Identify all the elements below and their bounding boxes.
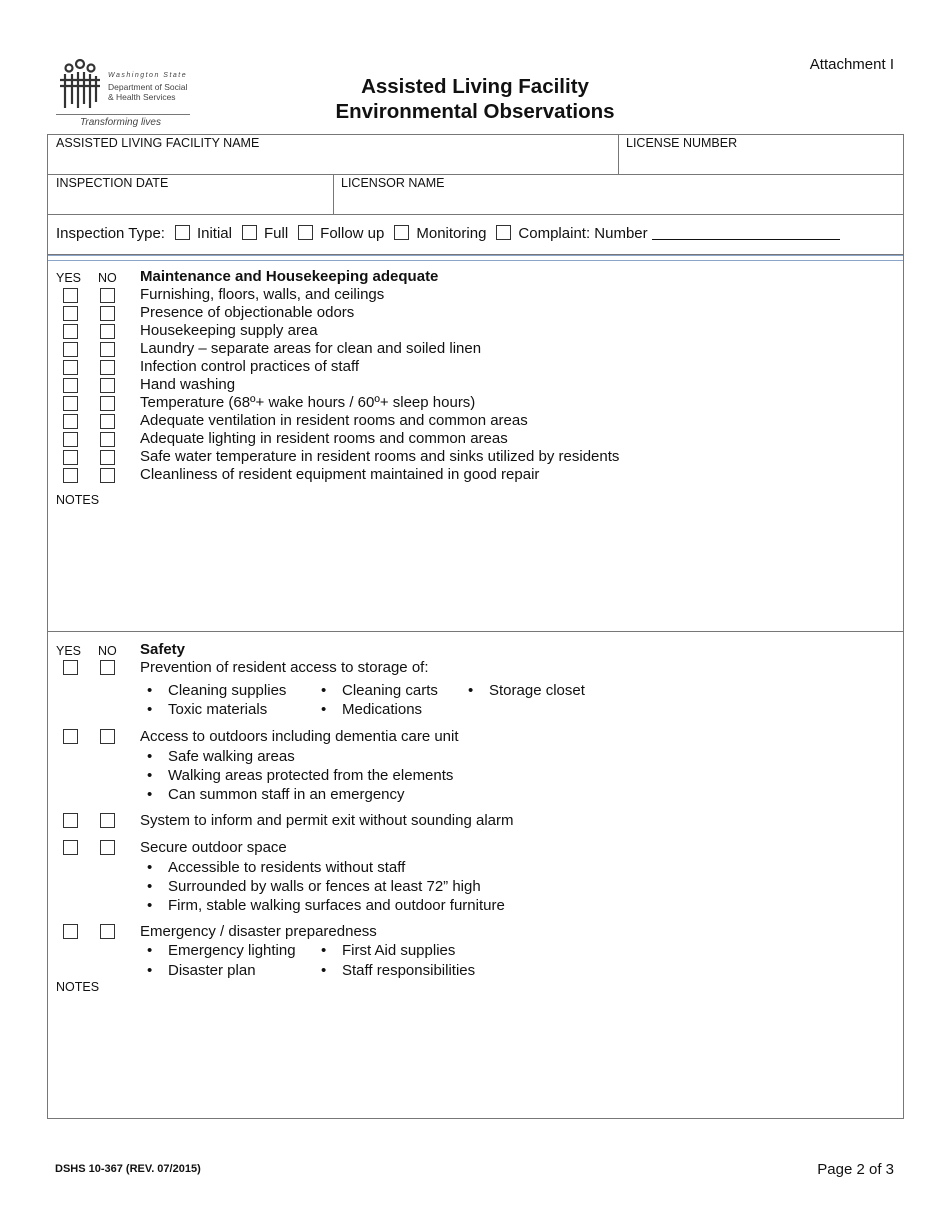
maint-item: Presence of objectionable odors — [140, 304, 355, 321]
maint-yes-checkbox[interactable] — [63, 378, 78, 393]
maint-notes-area[interactable] — [48, 510, 903, 630]
maint-no-checkbox[interactable] — [100, 468, 115, 483]
maint-yes-checkbox[interactable] — [63, 396, 78, 411]
storage-no-checkbox[interactable] — [100, 660, 115, 675]
outdoors-yes-checkbox[interactable] — [63, 729, 78, 744]
maint-yes-checkbox[interactable] — [63, 414, 78, 429]
bullet-item: • Disaster plan — [168, 961, 256, 980]
maint-yes-checkbox[interactable] — [63, 360, 78, 375]
inspection-form — [47, 134, 904, 1119]
bullet-item: • Walking areas protected from the elements — [168, 766, 453, 785]
maint-item: Infection control practices of staff — [140, 358, 360, 375]
maint-yes-checkbox[interactable] — [63, 342, 78, 357]
bullet-item: • Cleaning supplies — [168, 681, 286, 700]
safety-notes-area[interactable] — [48, 997, 903, 1115]
maint-item: Furnishing, floors, walls, and ceilings — [140, 286, 385, 303]
attachment-label: Attachment I — [809, 56, 894, 73]
maint-yes-checkbox[interactable] — [63, 324, 78, 339]
bullet-item: • Safe walking areas — [168, 747, 295, 766]
emergency-yes-checkbox[interactable] — [63, 924, 78, 939]
logo-tagline: Transforming lives — [80, 117, 161, 128]
safety-no-header: NO — [98, 644, 117, 658]
license-number-label: LICENSE NUMBER — [626, 136, 738, 150]
maint-yes-header: YES — [56, 271, 82, 285]
form-id: DSHS 10-367 (REV. 07/2015) — [55, 1163, 201, 1175]
logo-dept-2: & Health Services — [108, 92, 176, 102]
maint-no-checkbox[interactable] — [100, 414, 115, 429]
title-line-1: Assisted Living Facility — [361, 75, 589, 98]
maint-item: Housekeeping supply area — [140, 322, 318, 339]
logo-state: Washington State — [108, 72, 188, 79]
maint-yes-checkbox[interactable] — [63, 450, 78, 465]
maint-item: Hand washing — [140, 376, 236, 393]
maint-no-checkbox[interactable] — [100, 324, 115, 339]
maint-no-checkbox[interactable] — [100, 288, 115, 303]
inspection-type-label: Inspection Type: — [56, 225, 165, 242]
outdoors-no-checkbox[interactable] — [100, 729, 115, 744]
maint-no-checkbox[interactable] — [100, 450, 115, 465]
maint-item: Safe water temperature in resident rooms and sinks utilized by residents — [140, 448, 620, 465]
bullet-item: • Firm, stable walking surfaces and outdoor furniture — [168, 896, 505, 915]
follow-up-checkbox[interactable] — [298, 225, 313, 240]
maint-yes-checkbox[interactable] — [63, 288, 78, 303]
facility-name-label: ASSISTED LIVING FACILITY NAME — [56, 136, 260, 150]
maint-no-header: NO — [98, 271, 117, 285]
bullet-item: • Accessible to residents without staff — [168, 858, 405, 877]
maint-yes-checkbox[interactable] — [63, 306, 78, 321]
outdoors-text: Access to outdoors including dementia care unit — [140, 728, 459, 745]
bullet-item: • Cleaning carts — [342, 681, 438, 700]
inspection-type-row: Inspection Type: Initial Full Follow up Monitoring Complaint: Number — [56, 225, 840, 242]
secure-text: Secure outdoor space — [140, 839, 287, 856]
emergency-text: Emergency / disaster preparedness — [140, 923, 377, 940]
bullet-item: • Emergency lighting — [168, 941, 296, 960]
storage-yes-checkbox[interactable] — [63, 660, 78, 675]
maint-no-checkbox[interactable] — [100, 306, 115, 321]
full-checkbox[interactable] — [242, 225, 257, 240]
maint-item: Adequate lighting in resident rooms and common areas — [140, 430, 508, 447]
maint-no-checkbox[interactable] — [100, 342, 115, 357]
maint-no-checkbox[interactable] — [100, 432, 115, 447]
safety-yes-header: YES — [56, 644, 82, 658]
secure-yes-checkbox[interactable] — [63, 840, 78, 855]
maint-notes-label: NOTES — [56, 493, 100, 507]
maint-item: Temperature (68º+ wake hours / 60º+ sleep hours) — [140, 394, 476, 411]
maint-yes-checkbox[interactable] — [63, 432, 78, 447]
page-title — [0, 74, 950, 124]
licensor-name-label: LICENSOR NAME — [341, 176, 445, 190]
initial-checkbox[interactable] — [175, 225, 190, 240]
bullet-item: • Can summon staff in an emergency — [168, 785, 405, 804]
bullet-item: • Staff responsibilities — [342, 961, 475, 980]
maint-item: Adequate ventilation in resident rooms and common areas — [140, 412, 528, 429]
monitoring-checkbox[interactable] — [394, 225, 409, 240]
maintenance-heading: Maintenance and Housekeeping adequate — [140, 268, 439, 285]
page-number: Page 2 of 3 — [817, 1161, 894, 1178]
bullet-item: • Toxic materials — [168, 700, 267, 719]
emergency-no-checkbox[interactable] — [100, 924, 115, 939]
bullet-item: • Surrounded by walls or fences at least 72” high — [168, 877, 481, 896]
maint-no-checkbox[interactable] — [100, 396, 115, 411]
maint-no-checkbox[interactable] — [100, 378, 115, 393]
maint-item: Laundry – separate areas for clean and soiled linen — [140, 340, 482, 357]
complaint-checkbox[interactable] — [496, 225, 511, 240]
complaint-number-field[interactable] — [652, 227, 840, 240]
bullet-item: • Medications — [342, 700, 422, 719]
safety-notes-label: NOTES — [56, 980, 100, 994]
inspection-date-label: INSPECTION DATE — [56, 176, 169, 190]
bullet-item: • First Aid supplies — [342, 941, 455, 960]
maint-yes-checkbox[interactable] — [63, 468, 78, 483]
safety-heading: Safety — [140, 641, 186, 658]
logo-dept-1: Department of Social — [108, 81, 188, 92]
storage-text: Prevention of resident access to storage of: — [140, 659, 429, 676]
maint-item: Cleanliness of resident equipment maintained in good repair — [140, 466, 540, 483]
exit-text: System to inform and permit exit without sounding alarm — [140, 812, 514, 829]
title-line-2: Environmental Observations — [335, 100, 615, 123]
secure-no-checkbox[interactable] — [100, 840, 115, 855]
bullet-item: • Storage closet — [489, 681, 585, 700]
exit-no-checkbox[interactable] — [100, 813, 115, 828]
maint-no-checkbox[interactable] — [100, 360, 115, 375]
exit-yes-checkbox[interactable] — [63, 813, 78, 828]
